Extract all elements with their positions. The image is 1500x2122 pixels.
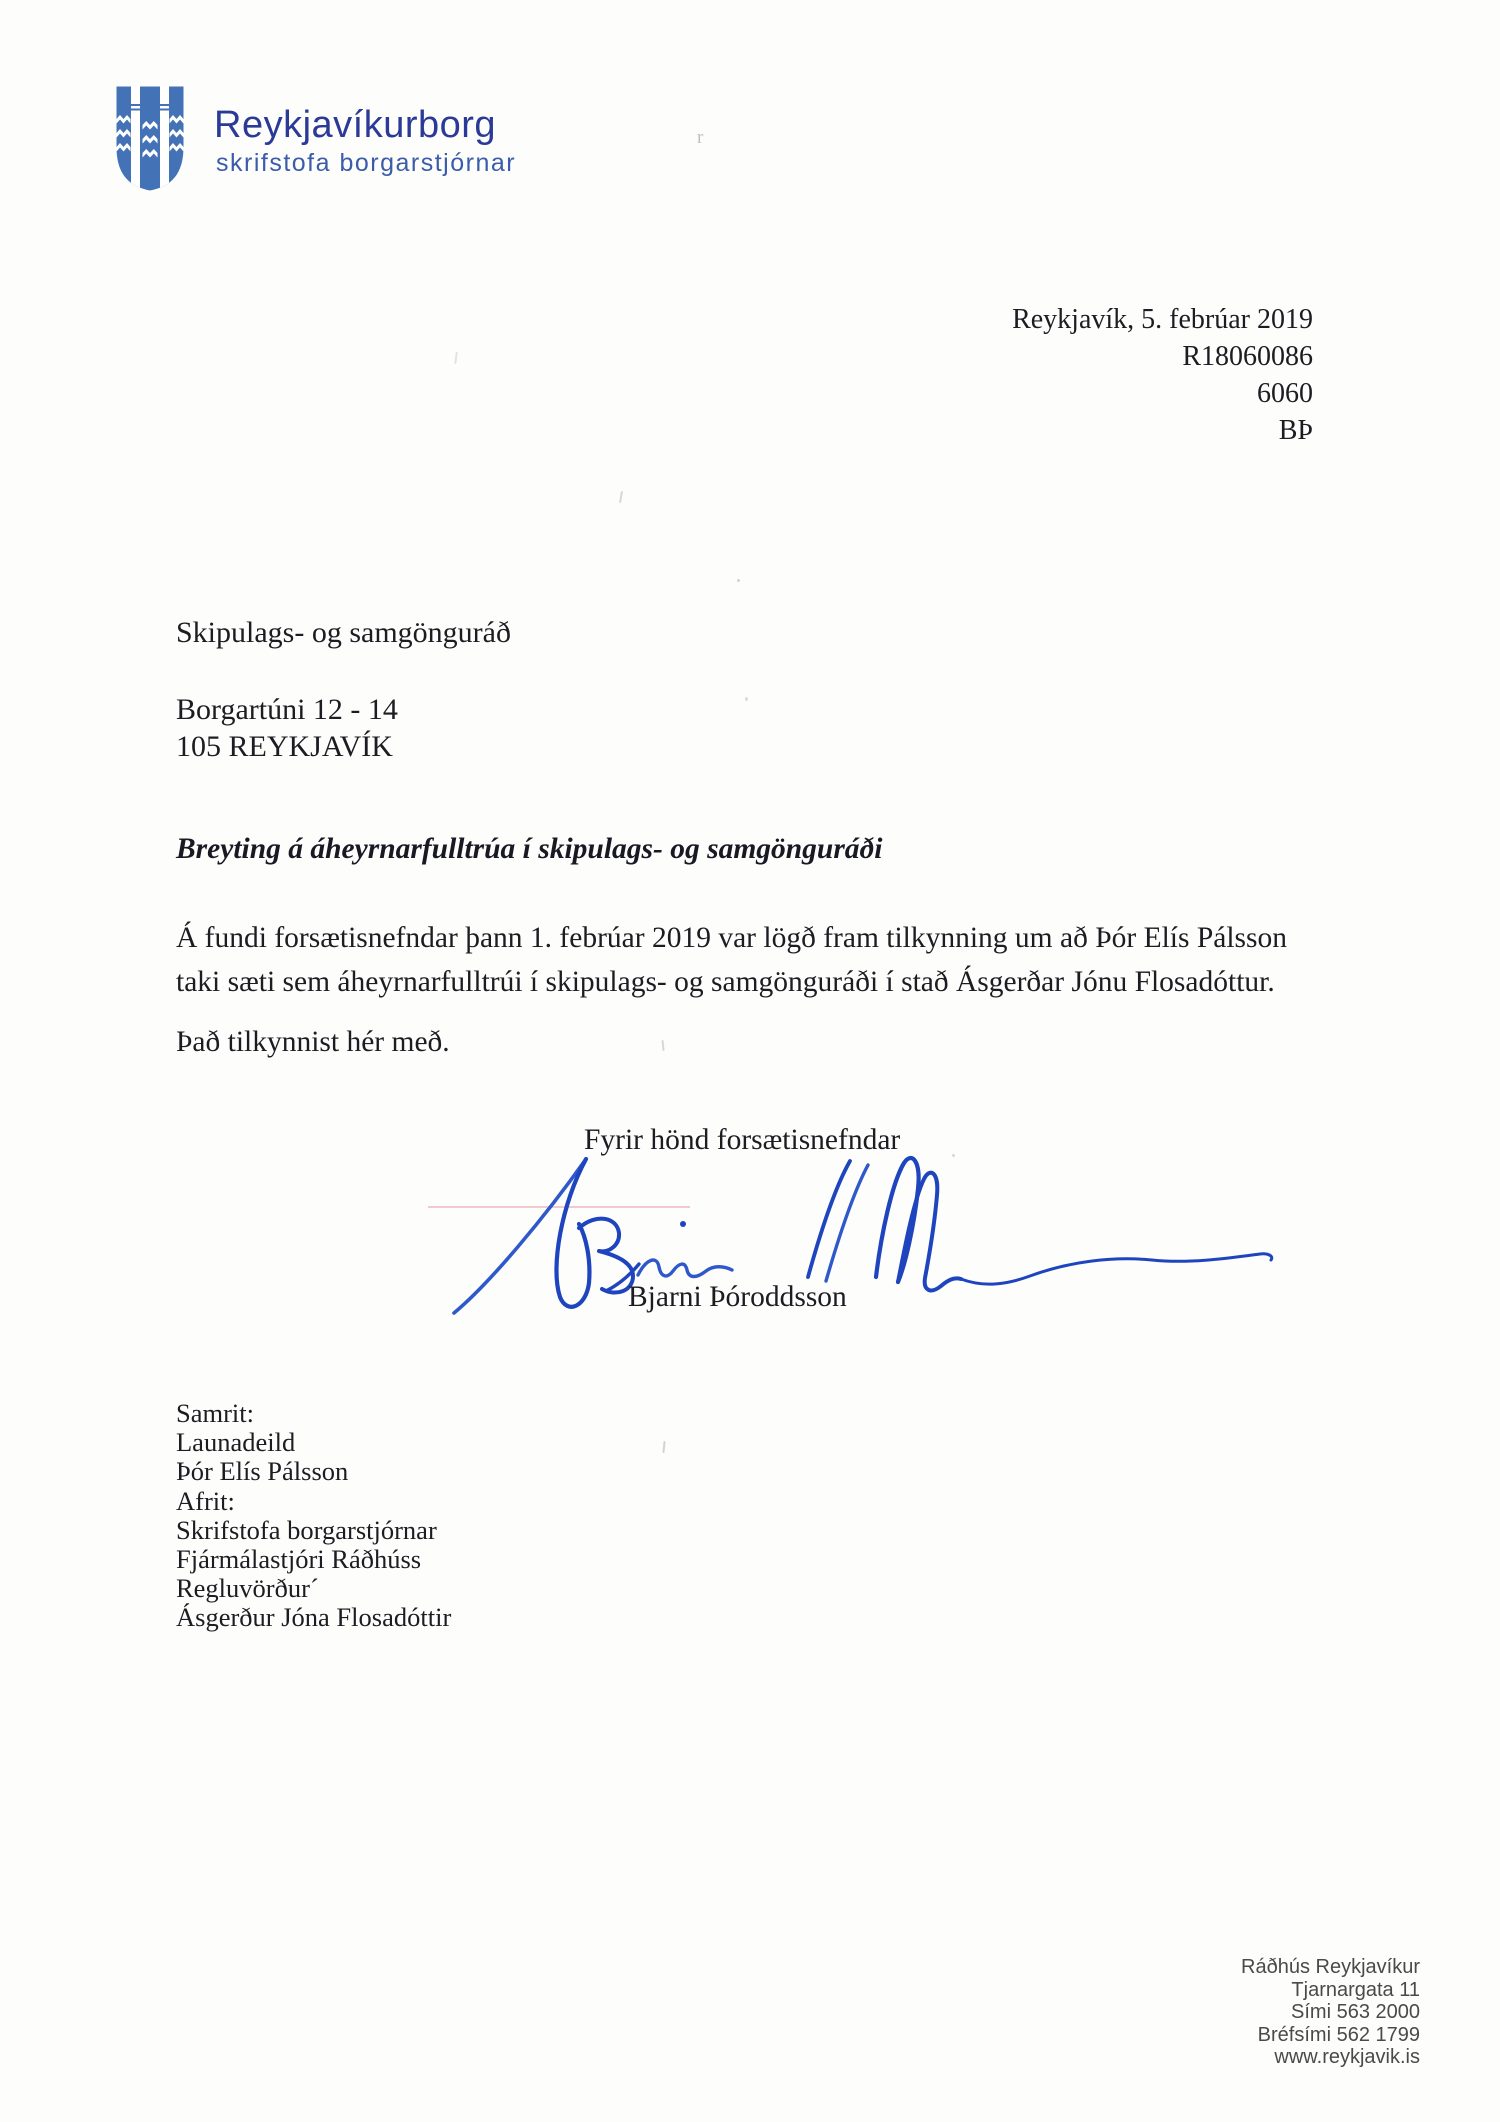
footer-line: www.reykjavik.is [1274,2046,1420,2069]
copy-line: Launadeild [176,1427,296,1458]
meta-line: BÞ [1278,415,1313,446]
copy-line: Ásgerður Jóna Flosadóttir [176,1602,452,1633]
scan-artifact [662,1441,665,1453]
recipient-name: Skipulags- og samgönguráð [176,616,511,649]
copy-line: Afrit: [176,1485,235,1516]
meta-line: 6060 [1257,378,1313,409]
scan-artifact [952,1154,955,1157]
footer-line: Ráðhús Reykjavíkur [1241,1956,1420,1978]
body-line: Á fundi forsætisnefndar þann 1. febrúar 2019 var lögð fram tilkynning um að Þór Elís Pálsson [176,922,1287,954]
subject-line: Breyting á áheyrnarfulltrúa í skipulags- og samgönguráði [176,833,883,865]
org-dept: skrifstofa borgarstjórnar [216,149,517,177]
footer-line: Tjarnargata 11 [1291,1978,1420,2001]
copy-line: Fjármálastjóri Ráðhúss [176,1544,422,1575]
meta-line: Reykjavík, 5. febrúar 2019 [1012,304,1313,335]
address-line: Borgartúni 12 - 14 [176,693,398,726]
handwritten-signature [440,1145,1290,1330]
body-line: taki sæti sem áheyrnarfulltrúi í skipulags- og samgönguráði í stað Ásgerðar Jónu Flosadóttur. [176,965,1275,998]
meta-line: R18060086 [1182,341,1313,372]
scan-artifact: r [697,127,704,148]
on-behalf-line: Fyrir hönd forsætisnefndar [584,1124,901,1156]
scan-artifact [454,352,458,364]
scan-artifact [745,697,748,701]
body-paragraph [176,917,1287,1004]
copies-block [176,1399,451,1633]
date-reference-block [1012,301,1313,449]
footer-line: Bréfsími 562 1799 [1257,2023,1420,2046]
closing-line: Það tilkynnist hér með. [176,1026,450,1058]
scan-artifact [737,579,740,582]
copy-line: Samrit: [176,1398,255,1428]
footer-contact-block [1241,1956,1420,2069]
org-name: Reykjavíkurborg [214,104,497,146]
footer-line: Sími 563 2000 [1291,2001,1420,2024]
scan-artifact [661,1040,664,1051]
copy-line: Regluvörður´ [176,1573,319,1604]
recipient-address [176,691,398,765]
address-line: 105 REYKJAVÍK [176,730,393,763]
copy-line: Þór Elís Pálsson [176,1456,349,1487]
signer-name: Bjarni Þóroddsson [628,1281,847,1313]
scan-artifact [619,491,623,503]
copy-line: Skrifstofa borgarstjórnar [176,1514,437,1545]
reykjavik-coat-of-arms-icon [115,85,185,192]
